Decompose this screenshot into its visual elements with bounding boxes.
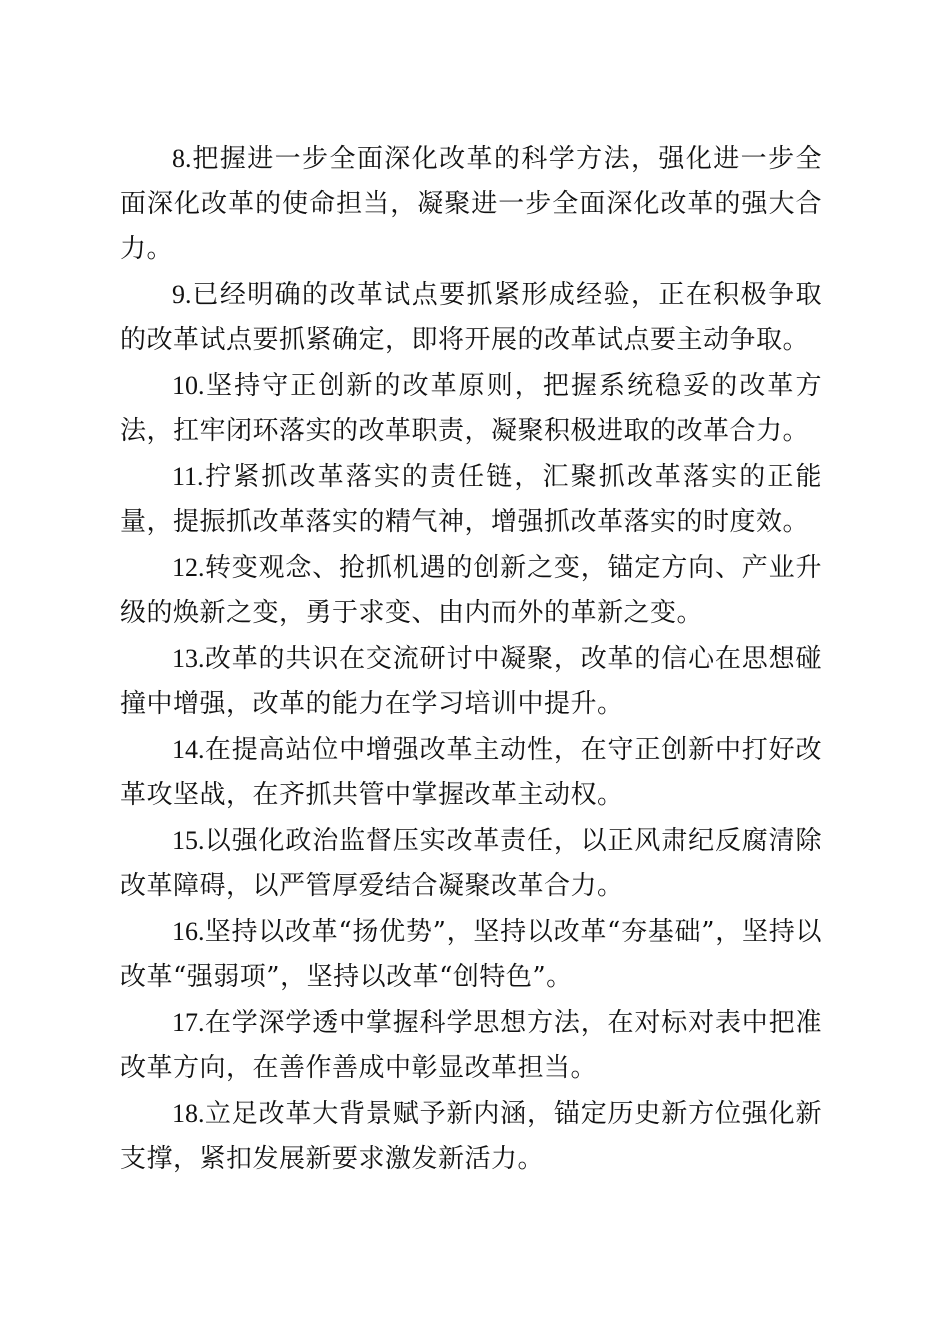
list-item [120, 727, 822, 818]
item-text: 在提高站位中增强改革主动性，在守正创新中打好改革攻坚战，在齐抓共管中掌握改革主动权。 [120, 735, 822, 810]
list-item [120, 545, 822, 636]
item-text: 把握进一步全面深化改革的科学方法，强化进一步全面深化改革的使命担当，凝聚进一步全面深化改革的强大合力。 [120, 144, 822, 264]
item-text: 坚持守正创新的改革原则，把握系统稳妥的改革方法，扛牢闭环落实的改革职责，凝聚积极进取的改革合力。 [120, 371, 822, 446]
item-number: 18. [172, 1099, 205, 1128]
list-item [120, 1000, 822, 1091]
list-item [120, 636, 822, 727]
item-text: 转变观念、抢抓机遇的创新之变，锚定方向、产业升级的焕新之变，勇于求变、由内而外的革新之变。 [120, 553, 822, 628]
item-text: 拧紧抓改革落实的责任链，汇聚抓改革落实的正能量，提振抓改革落实的精气神，增强抓改革落实的时度效。 [120, 462, 822, 537]
list-item [120, 272, 822, 363]
item-number: 15. [172, 826, 205, 855]
list-item [120, 136, 822, 272]
item-text: 已经明确的改革试点要抓紧形成经验，正在积极争取的改革试点要抓紧确定，即将开展的改革试点要主动争取。 [120, 280, 822, 355]
item-text: 坚持以改革“扬优势”，坚持以改革“夯基础”，坚持以改革“强弱项”，坚持以改革“创特色”。 [120, 917, 822, 992]
item-number: 17. [172, 1008, 205, 1037]
item-text: 改革的共识在交流研讨中凝聚，改革的信心在思想碰撞中增强，改革的能力在学习培训中提升。 [120, 644, 822, 719]
document-body [120, 136, 822, 1182]
list-item [120, 454, 822, 545]
item-number: 11. [172, 462, 204, 491]
item-number: 16. [172, 917, 205, 946]
list-item [120, 818, 822, 909]
item-number: 14. [172, 735, 205, 764]
item-text: 在学深学透中掌握科学思想方法，在对标对表中把准改革方向，在善作善成中彰显改革担当。 [120, 1008, 822, 1083]
item-number: 10. [172, 371, 205, 400]
list-item [120, 1091, 822, 1182]
item-text: 立足改革大背景赋予新内涵，锚定历史新方位强化新支撑，紧扣发展新要求激发新活力。 [120, 1099, 822, 1174]
item-number: 9. [172, 280, 192, 309]
item-number: 12. [172, 553, 205, 582]
item-number: 8. [172, 144, 192, 173]
item-text: 以强化政治监督压实改革责任，以正风肃纪反腐清除改革障碍，以严管厚爱结合凝聚改革合力。 [120, 826, 822, 901]
item-number: 13. [172, 644, 205, 673]
list-item [120, 909, 822, 1000]
list-item [120, 363, 822, 454]
